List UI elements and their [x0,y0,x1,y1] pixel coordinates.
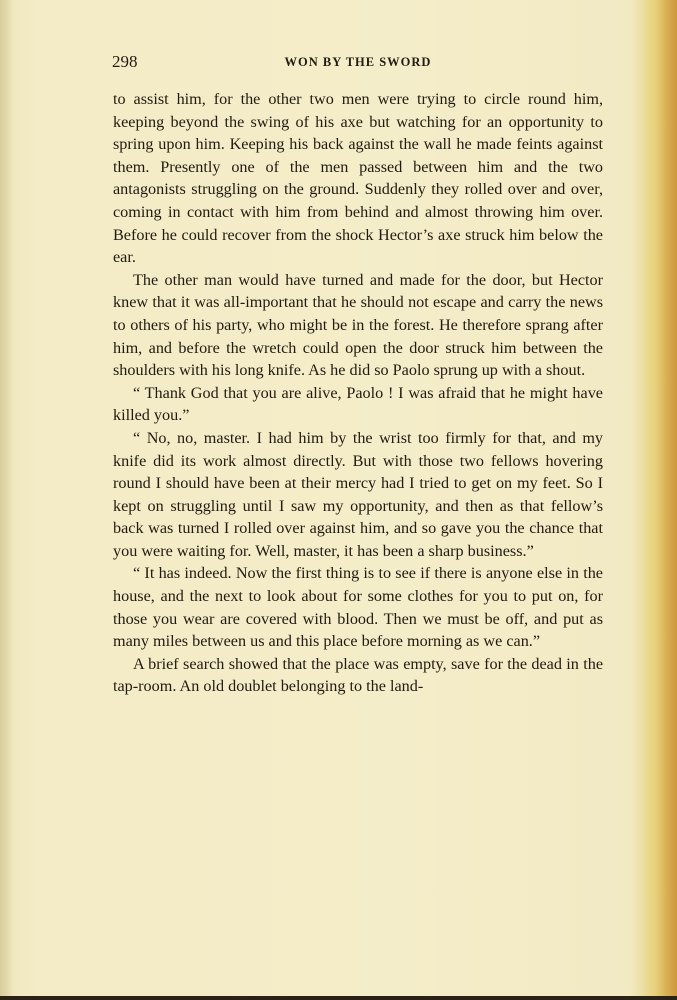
page-edge-shadow [643,0,677,1000]
paragraph: “ No, no, master. I had him by the wrist too firmly for that, and my knife did its work almost directly. But with those two fellows hovering round I should have been at their mercy had I tried to get on my feet. So I kept on struggling until I saw my opportunity, and then as that fellow’s back was turned I rolled over against him, and so gave you the chance that you were waiting for. Well, master, it has been a sharp business.” [113,428,603,560]
paragraph: to assist him, for the other two men were trying to circle round him, keeping beyond the swing of his axe but watching for an opportunity to spring upon him. Keeping his back against the wall he made feints against them. Presently one of the men passed between him and the two antagonists struggling on the ground. Suddenly they rolled over and over, coming in contact with him from behind and almost throwing him over. Before he could recover from the shock Hector’s axe struck him below the ear. [113,90,603,267]
book-title: WON BY THE SWORD [284,55,432,69]
page-bottom-edge [0,996,677,1000]
running-head [112,52,604,76]
body-text [113,88,603,698]
paragraph: A brief search showed that the place was empty, save for the dead in the tap-room. An old doublet belonging to the land- [113,654,603,696]
paragraph: The other man would have turned and made for the door, but Hector knew that it was all-important that he should not escape and carry the news to others of his party, who might be in the forest. He therefore sprang after him, and before the wretch could open the door struck him between the shoulders with his long knife. As he did so Paolo sprung up with a shout. [113,270,603,380]
page-gutter-shadow [0,0,14,1000]
paragraph: “ Thank God that you are alive, Paolo ! I was afraid that he might have killed you.” [113,383,603,425]
page-number: 298 [112,52,138,71]
paragraph: “ It has indeed. Now the first thing is to see if there is anyone else in the house, and the next to look about for some clothes for you to put on, for those you wear are covered with blood. Then we must be off, and put as many miles between us and this place before morning as we can.” [113,564,603,651]
